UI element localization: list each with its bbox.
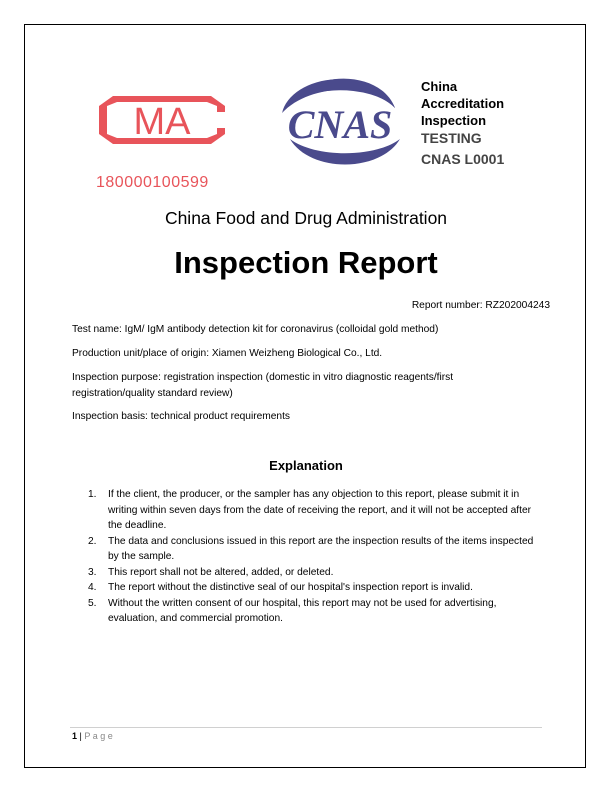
cma-logo <box>95 92 230 147</box>
accreditation-line: China <box>421 79 458 94</box>
list-item: 1. If the client, the producer, or the sampler has any objection to this report, please submit it in writing within seven days from the date of receiving the report, and it will not be accepted after the deadline. <box>88 489 532 531</box>
accreditation-text <box>421 78 504 171</box>
field-production-unit: Production unit/place of origin: Xiamen Weizheng Biological Co., Ltd. <box>72 348 383 359</box>
field-inspection-purpose: Inspection purpose: registration inspection (domestic in vitro diagnostic reagents/first registration/quality standard review) <box>72 372 454 399</box>
list-item: 3. This report shall not be altered, added, or deleted. <box>88 566 334 578</box>
explanation-heading: Explanation <box>269 458 343 473</box>
cnas-logo <box>270 73 410 171</box>
list-item: 4. The report without the distinctive seal of our hospital's inspection report is invalid. <box>88 582 473 593</box>
field-test-name: Test name: IgM/ IgM antibody detection kit for coronavirus (colloidal gold method) <box>72 324 439 335</box>
cma-number: 180000100599 <box>96 174 209 191</box>
accreditation-line: Inspection <box>421 113 487 128</box>
report-number: Report number: RZ202004243 <box>411 300 550 311</box>
page-title: Inspection Report <box>174 245 438 280</box>
page-number: 1 <box>72 731 78 741</box>
explanation-list <box>80 487 545 627</box>
list-item: 5. Without the written consent of our hospital, this report may not be used for advertising, evaluation, and commercial promotion. <box>88 597 497 624</box>
accreditation-line: TESTING <box>421 130 482 146</box>
page-footer: 1 | P a g e <box>72 731 113 741</box>
svg-text:CNAS: CNAS <box>287 102 393 147</box>
footer-divider <box>70 727 542 728</box>
agency-name: China Food and Drug Administration <box>164 208 448 228</box>
list-item: 2. The data and conclusions issued in this report are the inspection results of the items inspected by the sample. <box>88 535 534 562</box>
field-inspection-basis: Inspection basis: technical product requirements <box>72 411 291 422</box>
svg-text:MA: MA <box>133 101 191 143</box>
accreditation-line: Accreditation <box>421 96 505 111</box>
accreditation-line: CNAS L0001 <box>421 151 505 167</box>
